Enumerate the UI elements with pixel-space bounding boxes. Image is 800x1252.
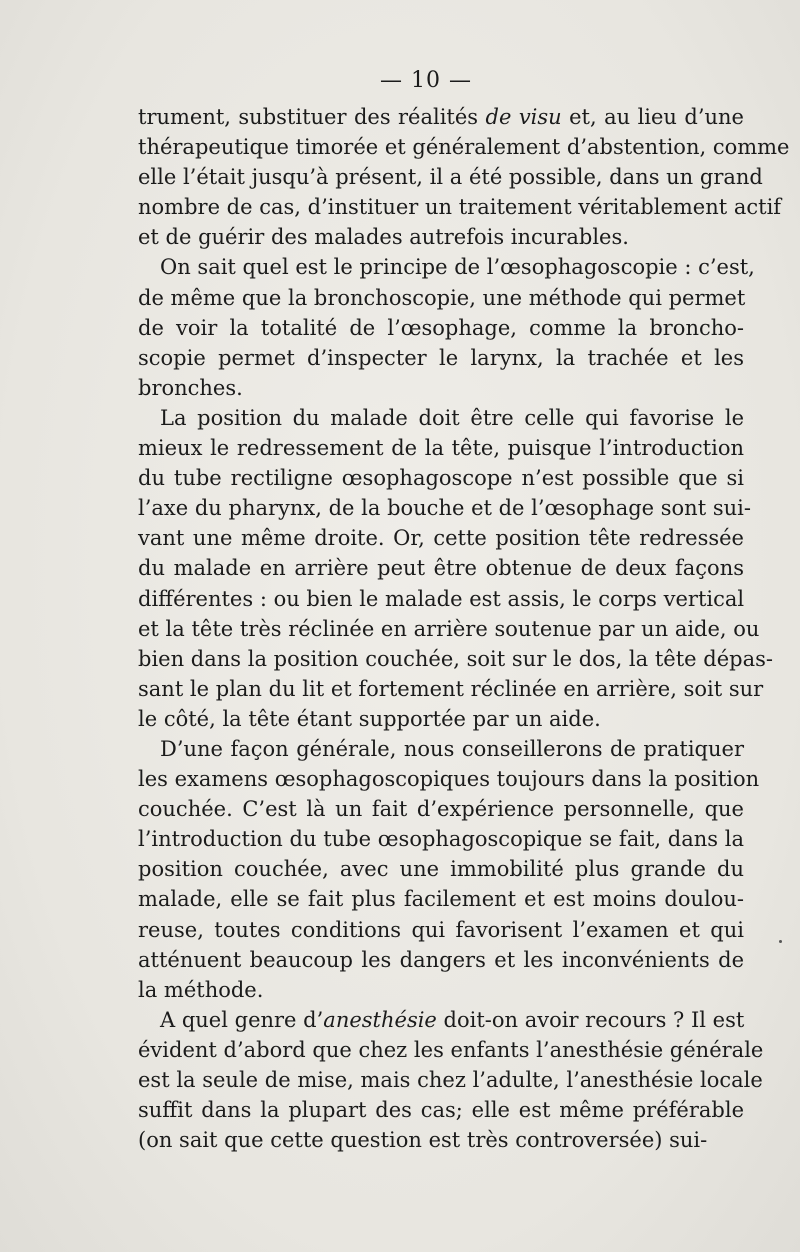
paragraph bbox=[138, 102, 790, 252]
text-line: différentes : ou bien le malade est assis, le corps vertical bbox=[138, 586, 745, 611]
text-line: de même que la bronchoscopie, une méthode qui permet bbox=[138, 285, 746, 310]
text-line: trument, substituer des réalités de visu et, au lieu d’une bbox=[138, 105, 744, 129]
paragraph bbox=[138, 252, 755, 402]
text-line: du tube rectiligne œsophagoscope n’est possible que si bbox=[138, 466, 744, 491]
text-line: et la tête très réclinée en arrière soutenue par un aide, ou bbox=[138, 616, 760, 641]
text-line: scopie permet d’inspecter le larynx, la trachée et les bbox=[138, 345, 744, 370]
text-line: nombre de cas, d’instituer un traitement véritablement actif bbox=[138, 195, 782, 220]
text-line: position couchée, avec une immobilité plus grande du bbox=[138, 857, 744, 882]
paragraph bbox=[138, 1005, 764, 1155]
body-text bbox=[138, 102, 790, 1155]
text-line: couchée. C’est là un fait d’expérience personnelle, que bbox=[138, 797, 744, 822]
text-line: (on sait que cette question est très controversée) sui- bbox=[138, 1128, 708, 1153]
paragraph bbox=[138, 403, 773, 734]
paper-speck bbox=[779, 940, 782, 943]
page-number: — 10 — bbox=[380, 68, 472, 93]
text-line: sant le plan du lit et fortement réclinée en arrière, soit sur bbox=[138, 676, 764, 701]
text-line: le côté, la tête étant supportée par un aide. bbox=[138, 706, 601, 731]
text-line: vant une même droite. Or, cette position tête redressée bbox=[138, 526, 744, 551]
text-line: malade, elle se fait plus facilement et est moins doulou- bbox=[138, 887, 744, 912]
text-line: suffit dans la plupart des cas; elle est même préférable bbox=[138, 1098, 744, 1123]
text-line: évident d’abord que chez les enfants l’anesthésie générale bbox=[138, 1037, 764, 1062]
text-line: l’introduction du tube œsophagoscopique se fait, dans la bbox=[138, 827, 744, 852]
text-line: bronches. bbox=[138, 375, 243, 400]
text-line: On sait quel est le principe de l’œsophagoscopie : c’est, bbox=[160, 255, 755, 280]
text-line: les examens œsophagoscopiques toujours dans la position bbox=[138, 767, 760, 792]
text-line: bien dans la position couchée, soit sur le dos, la tête dépas- bbox=[138, 646, 773, 671]
text-line: D’une façon générale, nous conseillerons de pratiquer bbox=[160, 736, 744, 761]
text-line: reuse, toutes conditions qui favorisent l’examen et qui bbox=[138, 917, 744, 942]
text-line: du malade en arrière peut être obtenue de deux façons bbox=[138, 556, 744, 581]
text-line: atténuent beaucoup les dangers et les inconvénients de bbox=[138, 947, 744, 972]
text-line: mieux le redressement de la tête, puisque l’introduction bbox=[138, 436, 744, 461]
text-line: et de guérir des malades autrefois incurables. bbox=[138, 225, 629, 250]
text-line: La position du malade doit être celle qui favorise le bbox=[160, 405, 744, 430]
text-line: A quel genre d’anesthésie doit-on avoir recours ? Il est bbox=[160, 1007, 745, 1032]
text-line: l’axe du pharynx, de la bouche et de l’œsophage sont sui- bbox=[138, 496, 751, 521]
text-line: de voir la totalité de l’œsophage, comme la broncho- bbox=[138, 315, 744, 340]
text-line: est la seule de mise, mais chez l’adulte, l’anesthésie locale bbox=[138, 1068, 763, 1092]
paragraph bbox=[138, 734, 760, 1005]
text-line: la méthode. bbox=[138, 977, 264, 1002]
text-line: elle l’était jusqu’à présent, il a été possible, dans un grand bbox=[138, 165, 763, 190]
text-line: thérapeutique timorée et généralement d’abstention, comme bbox=[138, 135, 790, 160]
